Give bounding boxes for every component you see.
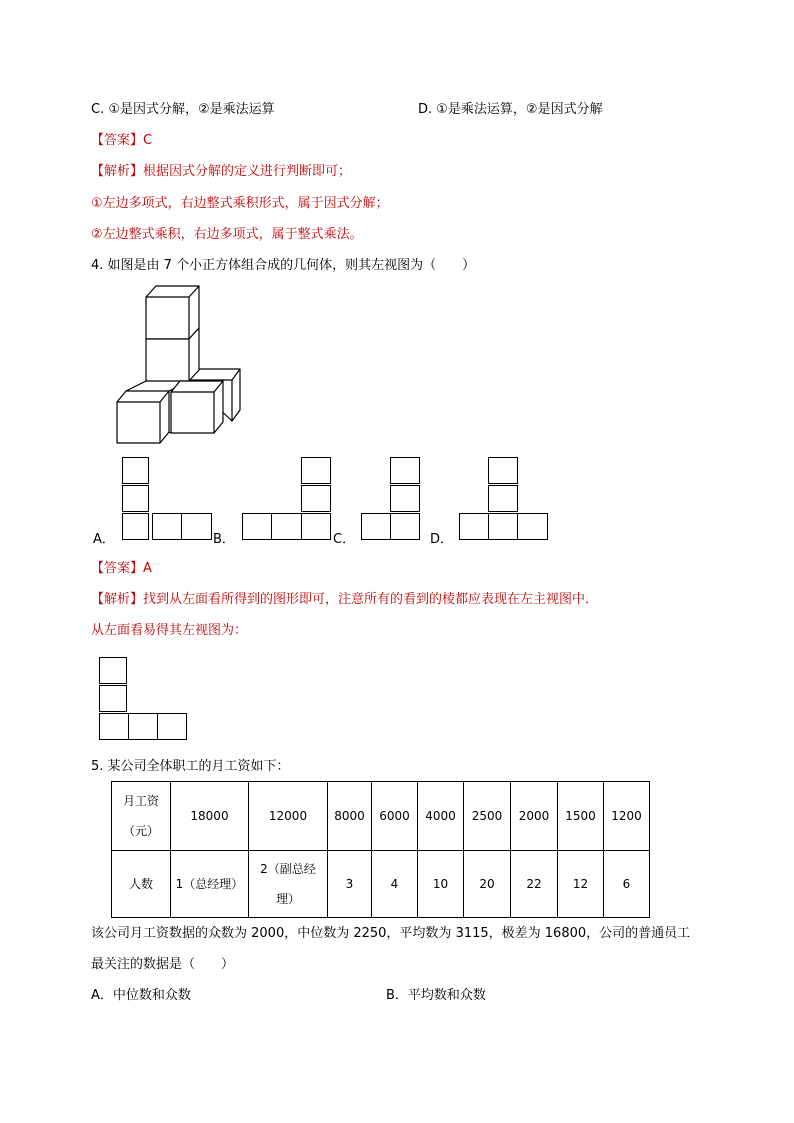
square (517, 513, 548, 540)
square (459, 513, 489, 540)
table-cell: 18000 (171, 782, 249, 851)
q5-option-b: B．平均数和众数 (386, 988, 486, 1003)
option-a-label: A． (93, 532, 115, 547)
square (128, 713, 158, 740)
q5-body-line2: 最关注的数据是（ ） (91, 957, 235, 972)
square (181, 513, 212, 540)
square (390, 513, 420, 540)
table-cell: 12 (558, 851, 604, 918)
q3-analysis-line2: ②左边整式乘积，右边多项式，属于整式乘法。 (91, 227, 363, 242)
table-cell: 8000 (328, 782, 372, 851)
table-cell: 6 (604, 851, 650, 918)
cube-front-left (117, 391, 169, 443)
q4-answer (91, 561, 152, 577)
square (488, 513, 518, 540)
table-cell: 6000 (372, 782, 418, 851)
table-cell: 1500 (558, 782, 604, 851)
square (488, 457, 518, 484)
answer-value: C (143, 133, 153, 148)
table-cell: 4 (372, 851, 418, 918)
option-b-label: B． (213, 532, 235, 547)
square (157, 713, 187, 740)
square (488, 485, 518, 512)
q5-option-a: A．中位数和众数 (91, 988, 191, 1003)
table-row (112, 782, 650, 851)
table-cell: 12000 (249, 782, 328, 851)
header-line: （元） (122, 824, 159, 838)
square (390, 485, 420, 512)
analysis-text: 根据因式分解的定义进行判断即可； (143, 164, 352, 179)
cube-figure (110, 282, 250, 447)
option-d-figure[interactable] (459, 457, 549, 541)
wage-table (111, 781, 650, 918)
option-a-figure[interactable] (122, 457, 212, 541)
square (301, 485, 331, 512)
answer-tag: 【答案】 (91, 561, 144, 576)
answer-tag: 【答案】 (91, 133, 144, 148)
q3-option-d: D. ①是乘法运算，②是因式分解 (418, 102, 603, 117)
square (361, 513, 391, 540)
q4-stem: 4. 如图是由 7 个小正方体组合成的几何体，则其左视图为（ ） (91, 258, 476, 273)
table-cell: 2000 (511, 782, 558, 851)
square (390, 457, 420, 484)
square (242, 513, 272, 540)
table-cell: 1（总经理） (171, 851, 249, 918)
answer-value: A (143, 561, 152, 576)
table-cell: 1200 (604, 782, 650, 851)
analysis-text: 找到从左面看所得到的图形即可，注意所有的看到的棱都应表现在左主视图中． (143, 592, 599, 607)
table-row (112, 851, 650, 918)
square (301, 513, 331, 540)
header-line: 月工资 (122, 794, 159, 808)
q3-analysis-line1: ①左边多项式，右边整式乘积形式，属于因式分解； (91, 196, 389, 211)
option-b-figure[interactable] (242, 457, 332, 541)
table-cell: 2500 (464, 782, 511, 851)
q4-analysis-line1: 从左面看易得其左视图为： (91, 623, 248, 638)
q4-analysis (91, 592, 598, 608)
square (122, 513, 149, 540)
q5-stem: 5. 某公司全体职工的月工资如下： (91, 759, 290, 774)
square (99, 685, 127, 712)
square (99, 713, 129, 740)
table-cell: 20 (464, 851, 511, 918)
q3-analysis (91, 164, 351, 180)
table-cell: 4000 (418, 782, 464, 851)
option-c-figure[interactable] (361, 457, 421, 541)
table-cell: 10 (418, 851, 464, 918)
table-cell: 22 (511, 851, 558, 918)
table-header-count: 人数 (112, 851, 171, 918)
option-d-label: D． (430, 532, 454, 547)
analysis-tag: 【解析】 (91, 164, 144, 179)
q5-body-line1: 该公司月工资数据的众数为 2000，中位数为 2250，平均数为 3115，极差为 16800，公司的普通员工 (91, 926, 691, 941)
square (122, 485, 149, 512)
q3-option-c: C. ①是因式分解，②是乘法运算 (91, 102, 275, 117)
cell-line: 2（副总经 (260, 862, 316, 876)
left-view-figure (99, 657, 189, 741)
square (152, 513, 182, 540)
analysis-tag: 【解析】 (91, 592, 144, 607)
square (122, 457, 149, 484)
square (301, 457, 331, 484)
square (99, 657, 127, 684)
cell-line: 理） (275, 892, 300, 906)
q3-answer (91, 133, 152, 149)
cube-front-right (171, 381, 223, 433)
option-c-label: C． (333, 532, 356, 547)
square (271, 513, 302, 540)
table-cell: 3 (328, 851, 372, 918)
table-header-wage (112, 782, 171, 851)
table-cell (249, 851, 328, 918)
